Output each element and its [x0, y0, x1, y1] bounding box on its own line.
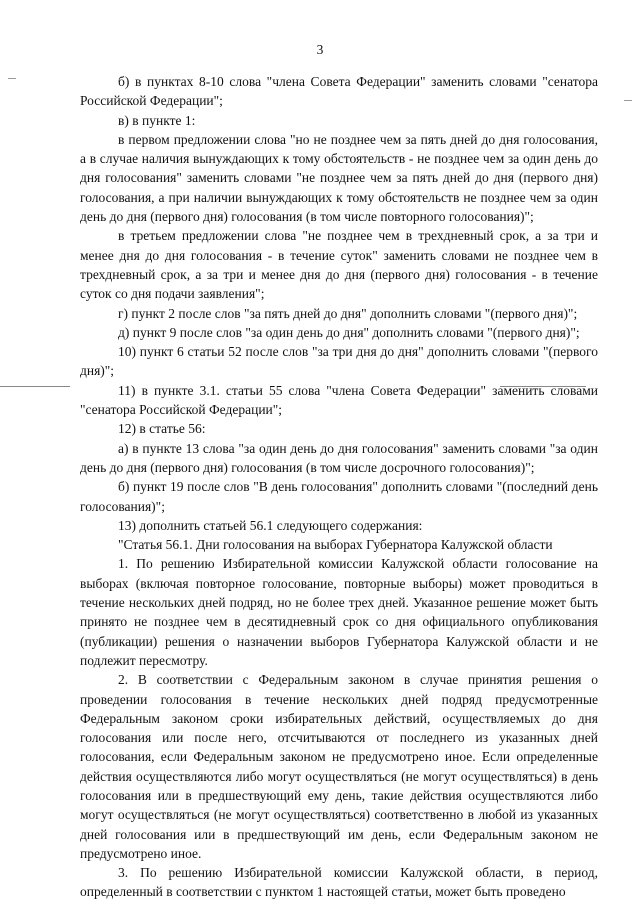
paragraph: 2. В соответствии с Федеральным законом в случае принятия решения о проведении голосования в течение нескольких дней подряд предусмотренные Федеральным законом сроки избирательных действий, осуществляемых до дня голосования или после него, отсчитываются от последнего из указанных дней голосования, если Федеральным законом не предусмотрено иное. Если определенные действия осуществляются либо могут осуществляться (не могут осуществляться) в день голосования или в предшествующий ему день, такие действия осуществляются либо могут осуществляться (не могут осуществляться) соответственно в любой из указанных дней голосования или в предшествующий им день, если Федеральным законом не предусмотрено иное.: [80, 672, 598, 861]
paragraph: 12) в статье 56:: [118, 421, 206, 437]
margin-mark: [8, 78, 16, 79]
paragraph: 11) в пункте 3.1. статьи 55 слова "члена Совета Федерации" заменить словами "сенатора Российской Федерации";: [80, 382, 598, 418]
page-number: 3: [316, 42, 324, 57]
paragraph: 3. По решению Избирательной комиссии Калужской области, в период, определенный в соответствии с пунктом 1 настоящей статьи, может быть проведено: [80, 865, 598, 900]
paragraph: в) в пункте 1:: [118, 112, 196, 128]
paragraph: б) в пунктах 8-10 слова "члена Совета Федерации" заменить словами "сенатора Российской Федерации";: [80, 74, 598, 109]
margin-mark: [624, 100, 632, 101]
document-body: [80, 72, 598, 902]
paragraph: 1. По решению Избирательной комиссии Калужской области голосование на выборах (включая повторное голосование, повторные выборы) может проводиться в течение нескольких дней подряд, но не более трех дней. Указанное решение может быть принято не позднее чем в десятидневный срок со дня официального опубликования (публикации) решения о назначении выборов Губернатора Калужской области и не подлежит пересмотру.: [80, 556, 598, 668]
paragraph: в первом предложении слова "но не позднее чем за пять дней до дня голосования, а в случае наличия вынуждающих к тому обстоятельств - не позднее чем за один день до дня голосования" заменить словами "не позднее чем за пять дней до дня (первого дня) голосования, а при наличии вынуждающих к тому обстоятельств не позднее чем за один день до дня (первого дня) голосования (в том числе повторного голосования)";: [80, 131, 598, 225]
paragraph: 13) дополнить статьей 56.1 следующего содержания:: [118, 517, 423, 533]
paragraph: д) пункт 9 после слов "за один день до дня" дополнить словами "(первого дня)";: [118, 324, 580, 340]
article-heading: "Статья 56.1. Дни голосования на выборах Губернатора Калужской области: [118, 537, 553, 553]
paragraph: а) в пункте 13 слова "за один день до дня голосования" заменить словами "за один день до дня (первого дня) голосования (в том числе досрочного голосования)";: [80, 440, 598, 475]
paragraph: в третьем предложении слова "не позднее чем в трехдневный срок, а за три и менее дня до дня голосования - в течение суток" заменить словами не позднее чем в трехдневный срок, а за три и менее дня до дня (первого дня) голосования - в течение суток со дня подачи заявления";: [80, 228, 598, 302]
paragraph: б) пункт 19 после слов "В день голосования" дополнить словами "(последний день голосования)";: [80, 479, 598, 514]
margin-mark: [0, 386, 70, 387]
paragraph: г) пункт 2 после слов "за пять дней до дня" дополнить словами "(первого дня)";: [118, 305, 578, 321]
paragraph: 10) пункт 6 статьи 52 после слов "за три дня до дня" дополнить словами "(первого дня)";: [80, 344, 598, 379]
